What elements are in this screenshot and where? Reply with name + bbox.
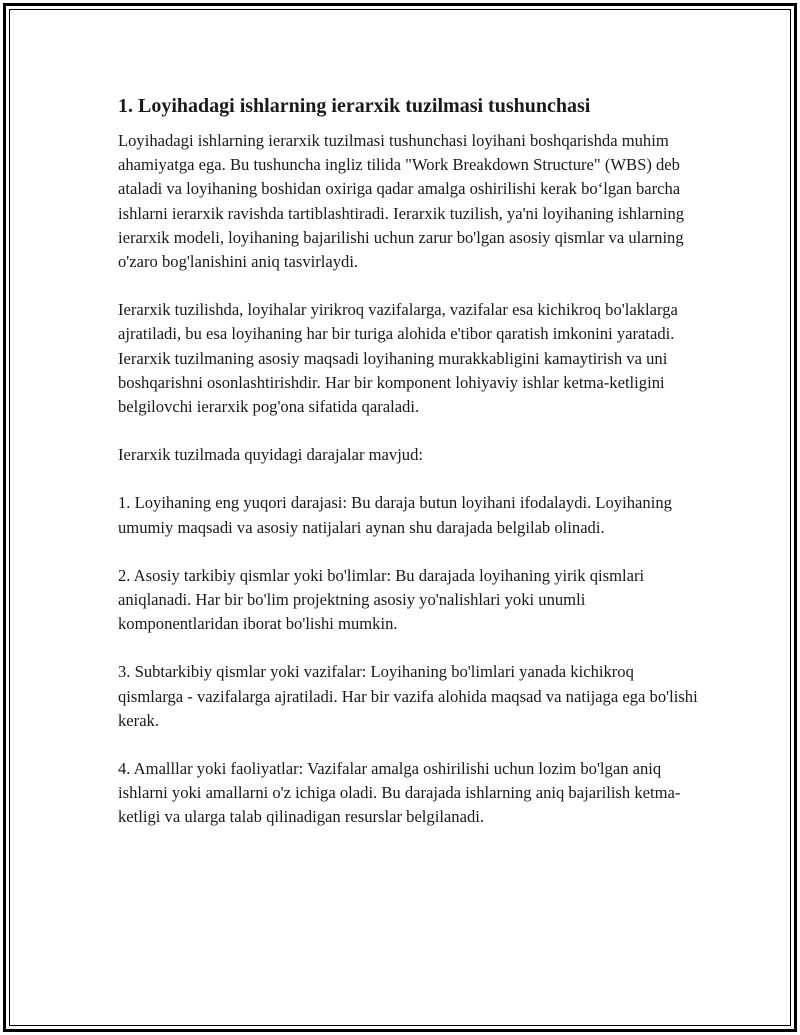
section-heading: 1. Loyihadagi ishlarning ierarxik tuzilmasi tushunchasi [118,95,591,117]
paragraph-levels-intro: Ierarxik tuzilmada quyidagi darajalar mavjud: [118,445,424,465]
list-item-level-2: 2. Asosiy tarkibiy qismlar yoki bo'limlar: Bu darajada loyihaning yirik qismlari aniqlanadi. Har bir bo'lim projektning asosiy yo'nalishlari yoki unumli komponentlaridan iborat bo'lishi mumkin. [118,565,645,634]
list-item-level-3: 3. Subtarkibiy qismlar yoki vazifalar: Loyihaning bo'limlari yanada kichikroq qismlarga - vazifalarga ajratiladi. Har bir vazifa alohida maqsad va natijaga ega bo'lishi kerak. [118,662,698,730]
list-item-level-1: 1. Loyihaning eng yuqori darajasi: Bu daraja butun loyihani ifodalaydi. Loyihaning umumiy maqsadi va asosiy natijalari aynan shu darajada belgilab olinadi. [118,493,672,537]
list-item-level-4: 4. Amalllar yoki faoliyatlar: Vazifalar amalga oshirilishi uchun lozim bo'lgan aniq ishlarni yoki amallarni o'z ichiga oladi. Bu darajada ishlarning aniq bajarilish ketma-ketligi va ularga talab qilinadigan resurslar belgilanadi. [118,759,681,827]
paragraph-hierarchy-purpose: Ierarxik tuzilishda, loyihalar yirikroq vazifalarga, vazifalar esa kichikroq bo'laklarga ajratiladi, bu esa loyihaning har bir turiga alohida e'tibor qaratish imkonini yaratadi. Ierarxik tuzilmaning asosiy maqsadi loyihaning murakkabligini kamaytirish va uni boshqarishni osonlashtirishdir. Har bir komponent lohiyaviy ishlar ketma-ketligini belgilovchi ierarxik pog'ona sifatida qaraladi. [118,300,678,417]
paragraph-wbs-intro: Loyihadagi ishlarning ierarxik tuzilmasi tushunchasi loyihani boshqarishda muhim ahamiyatga ega. Bu tushuncha ingliz tilida "Work Breakdown Structure" (WBS) deb ataladi va loyihaning boshidan oxiriga qadar amalga oshirilishi kerak bo‘lgan barcha ishlarni ierarxik ravishda tartiblashtiradi. Ierarxik tuzilish, ya'ni loyihaning ishlarning ierarxik modeli, loyihaning bajarilishi uchun zarur bo'lgan asosiy qismlar va ularning o'zaro bog'lanishini aniq tasvirlaydi. [118,131,685,272]
document-body [118,92,698,854]
